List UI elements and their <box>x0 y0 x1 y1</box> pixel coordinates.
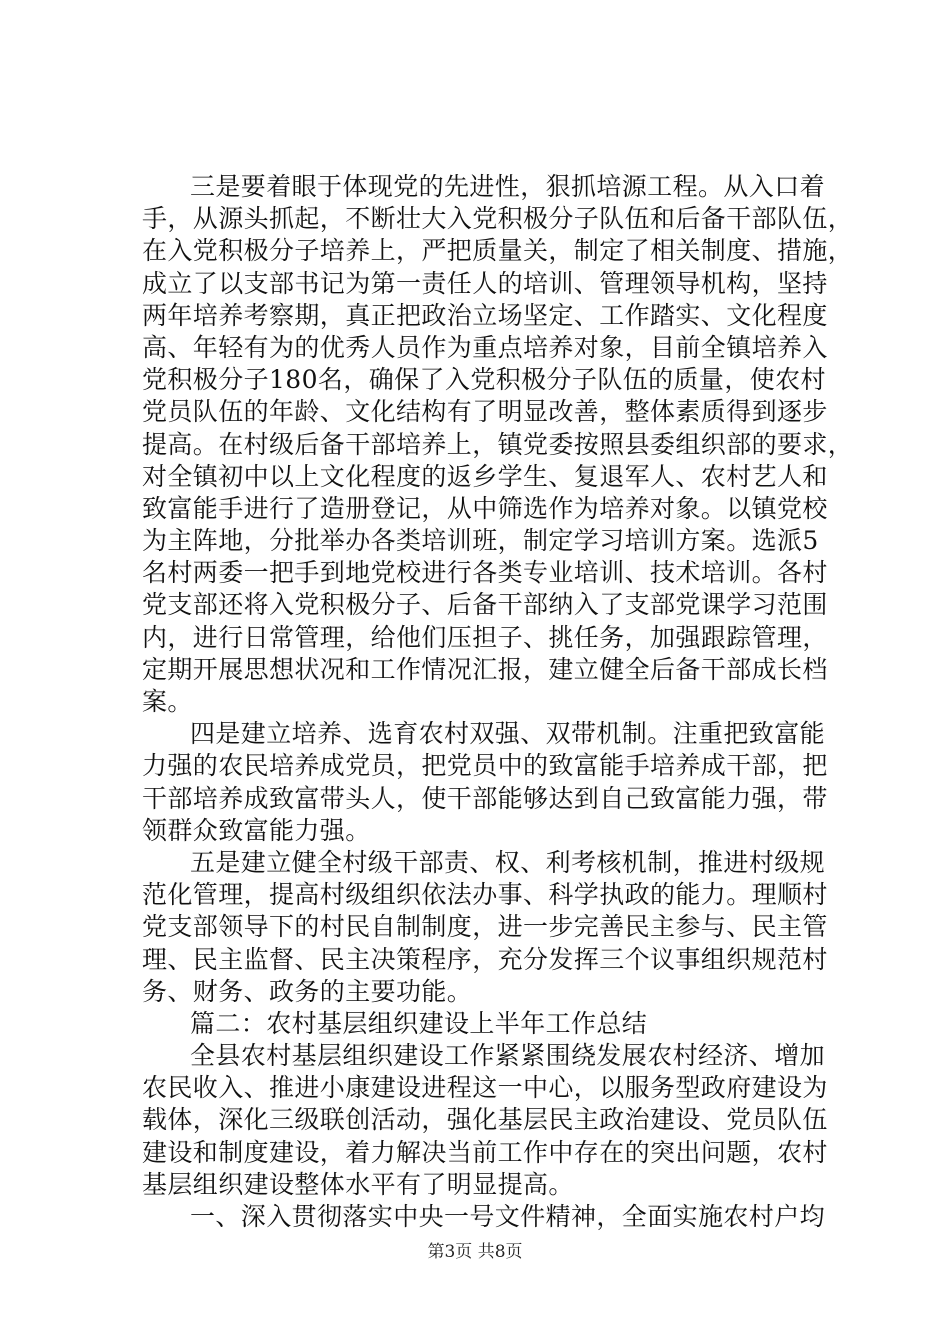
paragraph-3-line-7: 党积极分子180名，确保了入党积极分子队伍的质量，使农村 <box>142 365 826 395</box>
paragraph-3-line-10: 对全镇初中以上文化程度的返乡学生、复退军人、农村艺人和 <box>142 461 828 491</box>
paragraph-3-line-8: 党员队伍的年龄、文化结构有了明显改善，整体素质得到逐步 <box>142 397 828 427</box>
paragraph-3-line-16: 定期开展思想状况和工作情况汇报，建立健全后备干部成长档 <box>142 654 828 684</box>
paragraph-5-line-2: 范化管理，提高村级组织依法办事、科学执政的能力。理顺村 <box>142 880 828 910</box>
paragraph-3-line-14: 党支部还将入党积极分子、后备干部纳入了支部党课学习范围 <box>142 590 828 620</box>
paragraph-3-line-5: 两年培养考察期，真正把政治立场坚定、工作踏实、文化程度 <box>142 300 828 330</box>
paragraph-3-line-3: 在入党积极分子培养上，严把质量关，制定了相关制度、措施， <box>142 236 854 266</box>
paragraph-4-line-3: 干部培养成致富带头人，使干部能够达到自己致富能力强，带 <box>142 783 828 813</box>
paragraph-4-line-2: 力强的农民培养成党员，把党员中的致富能手培养成干部，把 <box>142 751 828 781</box>
paragraph-5-line-3: 党支部领导下的村民自制制度，进一步完善民主参与、民主管 <box>142 912 828 942</box>
paragraph-6-line-5: 基层组织建设整体水平有了明显提高。 <box>142 1169 574 1199</box>
paragraph-3-line-17: 案。 <box>142 687 193 716</box>
page-number-footer: 第3页 共8页 <box>427 1242 523 1262</box>
paragraph-6-line-1: 全县农村基层组织建设工作紧紧围绕发展农村经济、增加 <box>190 1041 826 1071</box>
paragraph-3-line-11: 致富能手进行了造册登记，从中筛选作为培养对象。以镇党校 <box>142 493 828 523</box>
paragraph-6-line-3: 载体，深化三级联创活动，强化基层民主政治建设、党员队伍 <box>142 1105 828 1135</box>
paragraph-5-line-1: 五是建立健全村级干部责、权、利考核机制，推进村级规 <box>190 847 826 877</box>
paragraph-3-line-9: 提高。在村级后备干部培养上，镇党委按照县委组织部的要求， <box>142 429 854 459</box>
section-heading: 篇二：农村基层组织建设上半年工作总结 <box>190 1008 648 1038</box>
paragraph-7-line-1: 一、深入贯彻落实中央一号文件精神，全面实施农村户均 <box>190 1202 826 1231</box>
paragraph-3-line-15: 内，进行日常管理，给他们压担子、挑任务，加强跟踪管理， <box>142 622 828 652</box>
paragraph-6-line-2: 农民收入、推进小康建设进程这一中心，以服务型政府建设为 <box>142 1073 828 1103</box>
paragraph-3-line-13: 名村两委一把手到地党校进行各类专业培训、技术培训。各村 <box>142 558 828 588</box>
paragraph-5-line-5: 务、财务、政务的主要功能。 <box>142 976 473 1006</box>
paragraph-3-line-2: 手，从源头抓起，不断壮大入党积极分子队伍和后备干部队伍， <box>142 204 854 234</box>
paragraph-3-line-1: 三是要着眼于体现党的先进性，狠抓培源工程。从入口着 <box>190 172 826 201</box>
paragraph-4-line-1: 四是建立培养、选育农村双强、双带机制。注重把致富能 <box>190 719 826 749</box>
document-body <box>142 171 854 1233</box>
paragraph-3-line-12: 为主阵地，分批举办各类培训班，制定学习培训方案。选派5 <box>142 526 819 556</box>
paragraph-4-line-4: 领群众致富能力强。 <box>142 815 371 845</box>
paragraph-5-line-4: 理、民主监督、民主决策程序，充分发挥三个议事组织规范村 <box>142 944 828 974</box>
paragraph-6-line-4: 建设和制度建设，着力解决当前工作中存在的突出问题，农村 <box>142 1137 828 1167</box>
paragraph-3-line-6: 高、年轻有为的优秀人员作为重点培养对象，目前全镇培养入 <box>142 332 828 362</box>
paragraph-3-line-4: 成立了以支部书记为第一责任人的培训、管理领导机构，坚持 <box>142 268 828 298</box>
